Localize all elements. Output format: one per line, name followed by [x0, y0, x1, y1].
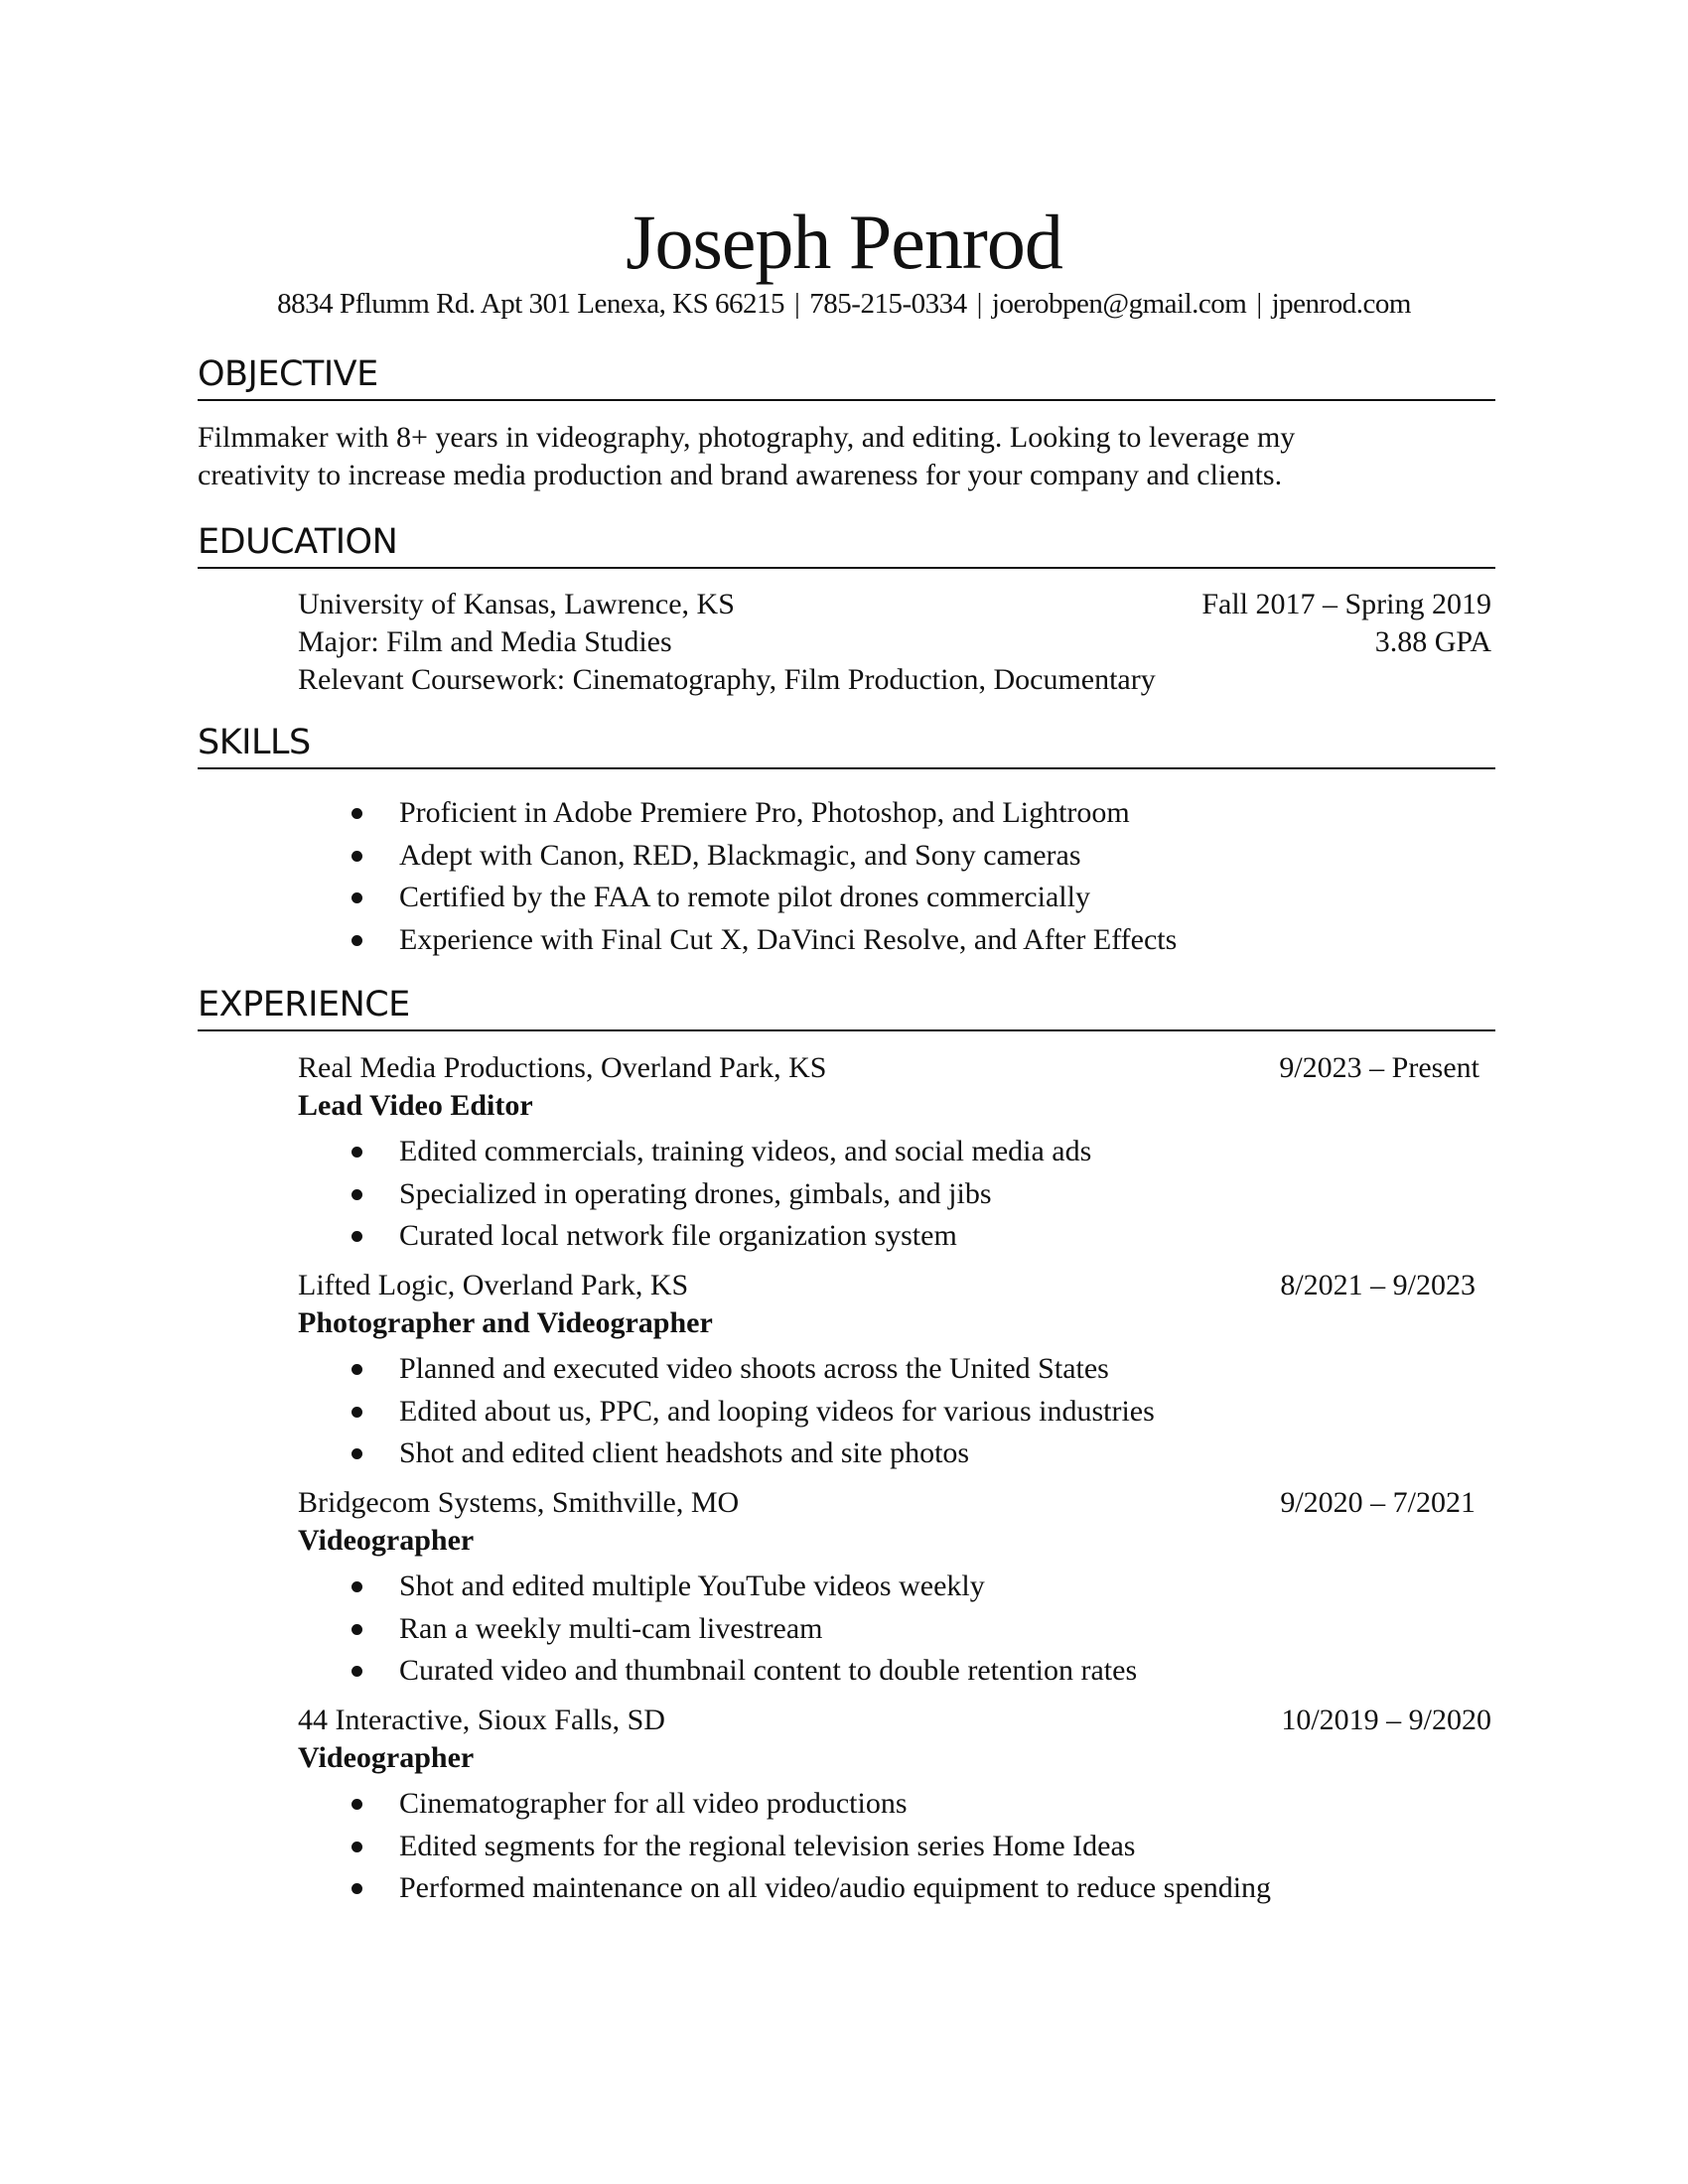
skill-text: Certified by the FAA to remote pilot drones commercially — [399, 881, 1090, 913]
education-major: Major: Film and Media Studies — [298, 625, 672, 658]
bullet-icon — [352, 808, 362, 819]
job-dates: 9/2023 – Present — [1279, 1051, 1479, 1084]
contact-separator: | — [1256, 288, 1262, 320]
job-dates: 8/2021 – 9/2023 — [1280, 1269, 1476, 1301]
bullet-icon — [352, 851, 362, 862]
bullet-icon — [352, 1883, 362, 1894]
skills-list — [348, 792, 1177, 961]
job-bullets — [348, 1783, 1271, 1910]
list-item — [348, 835, 1177, 878]
job-bullet-text: Edited segments for the regional television series Home Ideas — [399, 1829, 1136, 1862]
objective-line-2: creativity to increase media production and brand awareness for your company and clients. — [198, 459, 1283, 491]
job-bullet-text: Cinematographer for all video productions — [399, 1787, 908, 1820]
list-item — [348, 1783, 1271, 1826]
job-bullet-text: Performed maintenance on all video/audio equipment to reduce spending — [399, 1871, 1272, 1904]
education-school: University of Kansas, Lawrence, KS — [298, 588, 735, 620]
list-item — [348, 1215, 1091, 1258]
skill-text: Proficient in Adobe Premiere Pro, Photoshop, and Lightroom — [399, 796, 1130, 829]
job-bullet-text: Curated local network file organization system — [399, 1219, 957, 1252]
list-item — [348, 1348, 1155, 1391]
job-title: Videographer — [298, 1524, 475, 1557]
job-dates: 9/2020 – 7/2021 — [1280, 1486, 1476, 1519]
list-item — [348, 1608, 1137, 1651]
bullet-icon — [352, 1231, 362, 1242]
contact-line — [0, 284, 1688, 324]
contact-address: 8834 Pflumm Rd. Apt 301 Lenexa, KS 66215 — [277, 288, 784, 320]
bullet-icon — [352, 1407, 362, 1418]
education-heading: EDUCATION — [198, 519, 1495, 569]
contact-phone: 785-215-0334 — [809, 288, 967, 320]
job-bullet-text: Curated video and thumbnail content to double retention rates — [399, 1654, 1138, 1687]
candidate-name: Joseph Penrod — [626, 199, 1062, 285]
job-bullet-text: Edited commercials, training videos, and social media ads — [399, 1135, 1092, 1167]
list-item — [348, 1826, 1271, 1868]
education-dates: Fall 2017 – Spring 2019 — [1201, 588, 1491, 620]
job-bullets — [348, 1566, 1137, 1693]
contact-email: joerobpen@gmail.com — [991, 288, 1247, 320]
list-item — [348, 1433, 1155, 1475]
job-company: 44 Interactive, Sioux Falls, SD — [298, 1704, 665, 1736]
job-bullet-text: Shot and edited client headshots and site photos — [399, 1436, 970, 1469]
job-header-row — [298, 1484, 1476, 1522]
job-header-row — [298, 1049, 1479, 1087]
education-major-row — [298, 623, 1491, 661]
objective-line-1: Filmmaker with 8+ years in videography, photography, and editing. Looking to leverage my — [198, 421, 1296, 454]
job-company: Bridgecom Systems, Smithville, MO — [298, 1486, 740, 1519]
objective-heading: OBJECTIVE — [198, 351, 1495, 401]
job-bullet-text: Planned and executed video shoots across the United States — [399, 1352, 1109, 1385]
bullet-icon — [352, 1364, 362, 1375]
bullet-icon — [352, 1799, 362, 1810]
education-coursework-row — [298, 661, 1491, 699]
list-item — [348, 1650, 1137, 1693]
bullet-icon — [352, 1147, 362, 1158]
bullet-icon — [352, 1189, 362, 1200]
job-company: Lifted Logic, Overland Park, KS — [298, 1269, 689, 1301]
job-header-row — [298, 1702, 1491, 1739]
bullet-icon — [352, 935, 362, 946]
job-bullet-text: Specialized in operating drones, gimbals, and jibs — [399, 1176, 992, 1210]
job-bullets — [348, 1131, 1091, 1258]
job-bullet-text: Shot and edited multiple YouTube videos weekly — [399, 1570, 985, 1602]
job-title: Photographer and Videographer — [298, 1306, 713, 1339]
contact-separator: | — [976, 288, 982, 320]
list-item — [348, 1867, 1271, 1910]
skill-text: Experience with Final Cut X, DaVinci Resolve, and After Effects — [399, 922, 1178, 956]
education-school-row — [298, 586, 1491, 623]
contact-separator: | — [793, 288, 800, 320]
bullet-icon — [352, 1448, 362, 1459]
experience-heading: EXPERIENCE — [198, 982, 1495, 1031]
job-title: Lead Video Editor — [298, 1089, 533, 1122]
education-coursework: Relevant Coursework: Cinematography, Film Production, Documentary — [298, 663, 1156, 696]
skills-heading: SKILLS — [198, 720, 1495, 769]
list-item — [348, 1131, 1091, 1173]
bullet-icon — [352, 892, 362, 903]
list-item — [348, 919, 1177, 962]
contact-website: jpenrod.com — [1271, 288, 1411, 320]
job-header-row — [298, 1267, 1476, 1304]
job-bullets — [348, 1348, 1155, 1475]
skill-text: Adept with Canon, RED, Blackmagic, and Sony cameras — [399, 838, 1081, 872]
list-item — [348, 1566, 1137, 1608]
list-item — [348, 877, 1177, 919]
job-dates: 10/2019 – 9/2020 — [1281, 1704, 1491, 1736]
list-item — [348, 792, 1177, 835]
job-title: Videographer — [298, 1741, 475, 1774]
bullet-icon — [352, 1842, 362, 1852]
job-bullet-text: Edited about us, PPC, and looping videos for various industries — [399, 1394, 1155, 1428]
job-company: Real Media Productions, Overland Park, KS — [298, 1051, 827, 1084]
education-gpa: 3.88 GPA — [1374, 625, 1491, 658]
list-item — [348, 1391, 1155, 1433]
job-bullet-text: Ran a weekly multi-cam livestream — [399, 1611, 823, 1645]
bullet-icon — [352, 1666, 362, 1677]
list-item — [348, 1173, 1091, 1216]
bullet-icon — [352, 1581, 362, 1592]
bullet-icon — [352, 1624, 362, 1635]
